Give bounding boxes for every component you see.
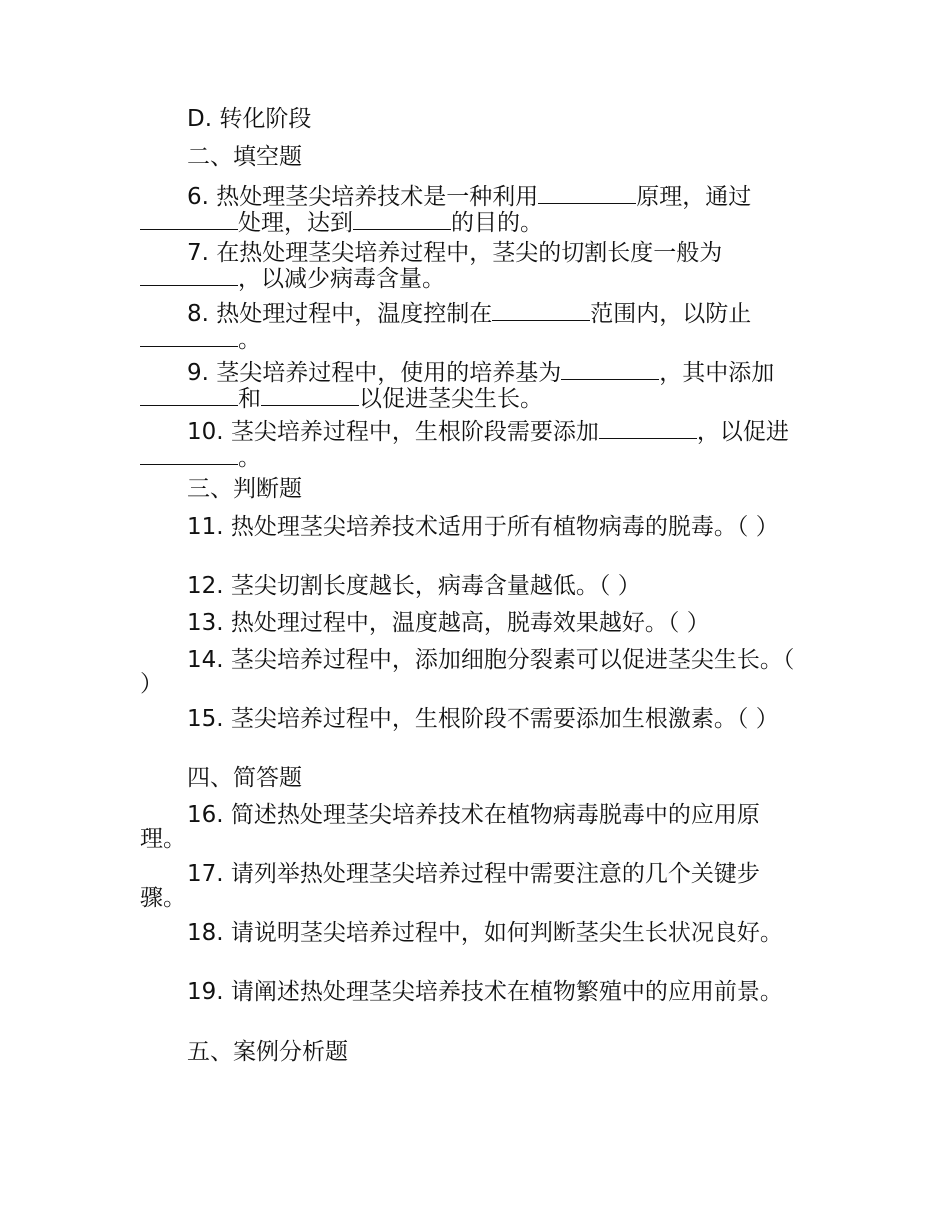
question-12: 12. 茎尖切割长度越长，病毒含量越低。（ ） xyxy=(187,573,641,599)
blank xyxy=(561,359,659,380)
question-18: 18. 请说明茎尖培养过程中，如何判断茎尖生长状况良好。 xyxy=(187,920,783,946)
question-14: 14. 茎尖培养过程中，添加细胞分裂素可以促进茎尖生长。（ ） xyxy=(140,647,795,697)
option-d: D. 转化阶段 xyxy=(187,106,312,132)
blank xyxy=(140,444,238,465)
question-17: 17. 请列举热处理茎尖培养过程中需要注意的几个关键步骤。 xyxy=(140,861,760,911)
question-11: 11. 热处理茎尖培养技术适用于所有植物病毒的脱毒。（ ） xyxy=(187,514,779,540)
blank xyxy=(140,326,238,347)
blank xyxy=(140,385,238,406)
question-13: 13. 热处理过程中，温度越高，脱毒效果越好。（ ） xyxy=(187,610,710,636)
question-16: 16. 简述热处理茎尖培养技术在植物病毒脱毒中的应用原理。 xyxy=(140,802,760,852)
blank xyxy=(492,300,590,321)
question-10: 10. 茎尖培养过程中，生根阶段需要添加 ，以促进。 xyxy=(140,418,805,470)
question-7: 7. 在热处理茎尖培养过程中，茎尖的切割长度一般为，以减少病毒含量。 xyxy=(140,241,805,291)
blank xyxy=(140,265,238,286)
question-8: 8. 热处理过程中，温度控制在 范围内，以防止。 xyxy=(140,300,805,352)
blank xyxy=(140,209,238,230)
question-6: 6. 热处理茎尖培养技术是一种利用 原理，通过处理，达到 的目的。 xyxy=(140,183,805,235)
section-heading-fill-in: 二、填空题 xyxy=(187,144,302,170)
blank xyxy=(353,209,451,230)
blank xyxy=(599,418,697,439)
section-heading-true-false: 三、判断题 xyxy=(187,476,302,502)
question-19: 19. 请阐述热处理茎尖培养技术在植物繁殖中的应用前景。 xyxy=(187,979,783,1005)
section-heading-short-answer: 四、简答题 xyxy=(187,765,302,791)
blank xyxy=(538,183,636,204)
question-9: 9. 茎尖培养过程中，使用的培养基为 ，其中添加和 以促进茎尖生长。 xyxy=(140,359,805,411)
blank xyxy=(261,385,359,406)
section-heading-case-analysis: 五、案例分析题 xyxy=(187,1039,348,1065)
question-15: 15. 茎尖培养过程中，生根阶段不需要添加生根激素。（ ） xyxy=(187,706,779,732)
